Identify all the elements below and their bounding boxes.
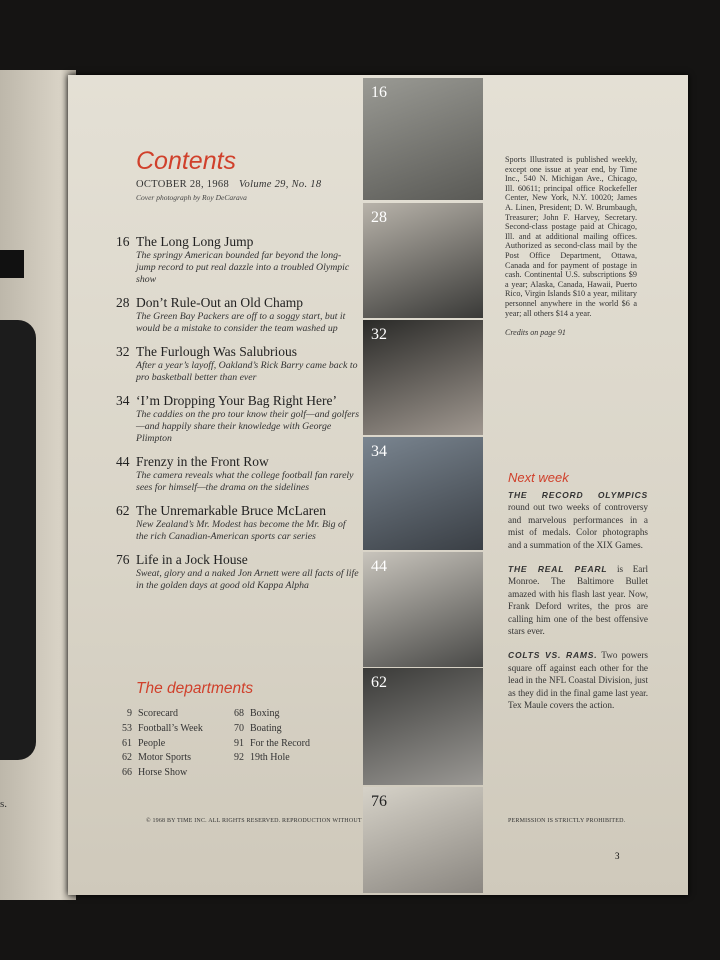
- departments-col1: [116, 707, 203, 781]
- article-title: [116, 453, 360, 470]
- photo-page-number: 62: [371, 674, 387, 691]
- photo-page-number: 44: [371, 558, 387, 575]
- department-name: For the Record: [250, 737, 310, 749]
- article-title-text: ‘I’m Dropping Your Bag Right Here’: [136, 393, 337, 408]
- copyright-right: PERMISSION IS STRICTLY PROHIBITED.: [508, 818, 626, 824]
- article-entry[interactable]: [116, 294, 360, 335]
- article-title-text: The Furlough Was Salubrious: [136, 344, 298, 359]
- article-page: 76: [116, 552, 130, 567]
- article-page: 34: [116, 393, 130, 408]
- department-item[interactable]: [228, 722, 310, 737]
- department-name: Scorecard: [138, 708, 178, 719]
- page-title: Contents: [136, 147, 237, 175]
- department-page: 70: [234, 722, 244, 734]
- volume: Volume 29, No. 18: [239, 179, 322, 190]
- publisher-info: Sports Illustrated is published weekly, except one issue at year end, by Time Inc., 540 N. Michigan Ave., Chicago, Ill. 60611; principal office Rockefeller Center, New York, N.Y. 10020; James A. Linen, President; D. W. Brumbaugh, Treasurer; John F. Harvey, Secretary. Second-class postage paid at Chicago, Ill. and at additional mailing offices. Authorized as second-class mail by the Post Office Department, Ottawa, Canada and for payment of postage in cash. Continental U.S. subscriptions $9 a year; Alaska, Canada, Hawaii, Puerto Rico, Virgin Islands $10 a year, military personnel anywhere in the world $6 a year; all others $14 a year.: [505, 155, 637, 318]
- department-name: Football’s Week: [138, 722, 203, 734]
- contents-page: [68, 75, 688, 895]
- article-title: [116, 502, 360, 519]
- publisher-box: [505, 155, 637, 337]
- article-page: 28: [116, 295, 130, 310]
- department-page: 91: [234, 737, 244, 749]
- article-title-text: The Long Long Jump: [136, 234, 254, 249]
- next-week: [508, 470, 648, 724]
- issue-date: [136, 179, 321, 190]
- article-title-text: Frenzy in the Front Row: [136, 454, 269, 469]
- article-photo[interactable]: [363, 668, 483, 785]
- department-page: 66: [122, 767, 132, 779]
- next-week-lead: COLTS VS. RAMS.: [508, 650, 598, 661]
- article-description: After a year’s layoff, Oakland’s Rick Barry came back to pro basketball better than ever: [136, 360, 358, 383]
- article-page: 62: [116, 503, 130, 518]
- article-entry[interactable]: [116, 453, 360, 494]
- article-page: 44: [116, 454, 130, 469]
- department-item[interactable]: [228, 751, 310, 766]
- facing-page: [0, 70, 76, 900]
- department-page: 61: [122, 737, 132, 749]
- date: OCTOBER 28, 1968: [136, 179, 229, 190]
- article-page: 32: [116, 344, 130, 359]
- departments-col2: [228, 707, 310, 766]
- article-photo[interactable]: [363, 552, 483, 667]
- department-name: People: [138, 737, 166, 749]
- next-week-lead: THE RECORD OLYMPICS: [508, 490, 648, 500]
- next-week-text: Two powers square off against each other for the lead in the NFL Coastal Division, just as they did in the final game last year. Tex Maule covers the action.: [508, 650, 648, 711]
- article-photo[interactable]: [363, 787, 483, 893]
- ad-logo-fragment: [0, 250, 24, 278]
- article-entry[interactable]: [116, 551, 360, 592]
- article-title: [116, 233, 360, 250]
- next-week-lead: THE REAL PEARL: [508, 564, 608, 575]
- department-item[interactable]: [116, 722, 203, 737]
- department-name: Horse Show: [138, 767, 188, 779]
- department-item[interactable]: [116, 751, 203, 766]
- department-page: 53: [122, 722, 132, 734]
- department-page: 68: [234, 708, 244, 719]
- department-page: 62: [122, 752, 132, 764]
- department-name: Motor Sports: [138, 752, 192, 764]
- article-photo[interactable]: [363, 203, 483, 318]
- department-page: 92: [234, 752, 244, 764]
- article-title-text: Life in a Jock House: [136, 552, 248, 567]
- department-item[interactable]: [116, 707, 203, 722]
- photo-page-number: 34: [371, 443, 387, 460]
- article-photo[interactable]: [363, 320, 483, 435]
- photo-page-number: 32: [371, 326, 387, 343]
- department-name: Boating: [250, 722, 282, 734]
- facing-page-text: s.: [0, 798, 8, 810]
- department-item[interactable]: [228, 707, 310, 722]
- department-name: 19th Hole: [250, 752, 290, 764]
- article-entry[interactable]: [116, 233, 360, 286]
- department-page: 9: [127, 708, 132, 719]
- photo-page-number: 16: [371, 84, 387, 101]
- next-week-item: [508, 649, 648, 711]
- photo-strip: [363, 78, 483, 893]
- next-week-title: Next week: [508, 470, 569, 485]
- next-week-item: [508, 563, 648, 637]
- article-title: [116, 294, 360, 311]
- article-title: [116, 551, 360, 568]
- article-list: [116, 233, 360, 600]
- departments-title: The departments: [136, 680, 254, 697]
- article-description: Sweat, glory and a naked Jon Arnett were all facts of life in the golden days at good old Kappa Alpha: [136, 568, 359, 591]
- article-title: [116, 343, 360, 360]
- department-item[interactable]: [228, 737, 310, 752]
- article-description: New Zealand’s Mr. Modest has become the Mr. Big of the rich Canadian-American sports car series: [136, 519, 346, 542]
- next-week-item: [508, 489, 648, 551]
- article-description: The Green Bay Packers are off to a soggy start, but it would be a mistake to consider the team washed up: [136, 311, 346, 334]
- article-description: The springy American bounded far beyond the long-jump record to put real dazzle into a troubled Olympic show: [136, 250, 350, 285]
- article-entry[interactable]: [116, 392, 360, 445]
- article-description: The camera reveals what the college football fan rarely sees for himself—the drama on the sidelines: [136, 470, 354, 493]
- article-title-text: The Unremarkable Bruce McLaren: [136, 503, 327, 518]
- credits-note: Credits on page 91: [505, 328, 566, 338]
- next-week-text: round out two weeks of controversy and marvelous performances in a mist of medals. Color photographs and a summation of the XIX Games.: [508, 502, 648, 550]
- article-entry[interactable]: [116, 343, 360, 384]
- copyright-left: © 1968 BY TIME INC. ALL RIGHTS RESERVED. REPRODUCTION WITHOUT: [146, 818, 362, 824]
- article-photo[interactable]: [363, 78, 483, 200]
- cover-credit: Cover photograph by Roy DeCarava: [136, 193, 247, 202]
- tire-image: [0, 320, 36, 760]
- article-entry[interactable]: [116, 502, 360, 543]
- article-page: 16: [116, 234, 130, 249]
- department-item[interactable]: [116, 766, 203, 781]
- photo-page-number: 76: [371, 793, 387, 810]
- department-item[interactable]: [116, 737, 203, 752]
- department-name: Boxing: [250, 708, 280, 719]
- article-description: The caddies on the pro tour know their golf—and golfers—and happily share their knowledge with George Plimpton: [136, 409, 360, 444]
- next-week-text: is Earl Monroe. The Baltimore Bullet amazed with his flash last year. Now, Frank Deford writes, the pros are calling him one of the best offensive stars ever.: [508, 564, 648, 637]
- photo-page-number: 28: [371, 209, 387, 226]
- page-number: 3: [615, 851, 620, 861]
- article-title: [116, 392, 360, 409]
- article-title-text: Don’t Rule-Out an Old Champ: [136, 295, 303, 310]
- article-photo[interactable]: [363, 437, 483, 550]
